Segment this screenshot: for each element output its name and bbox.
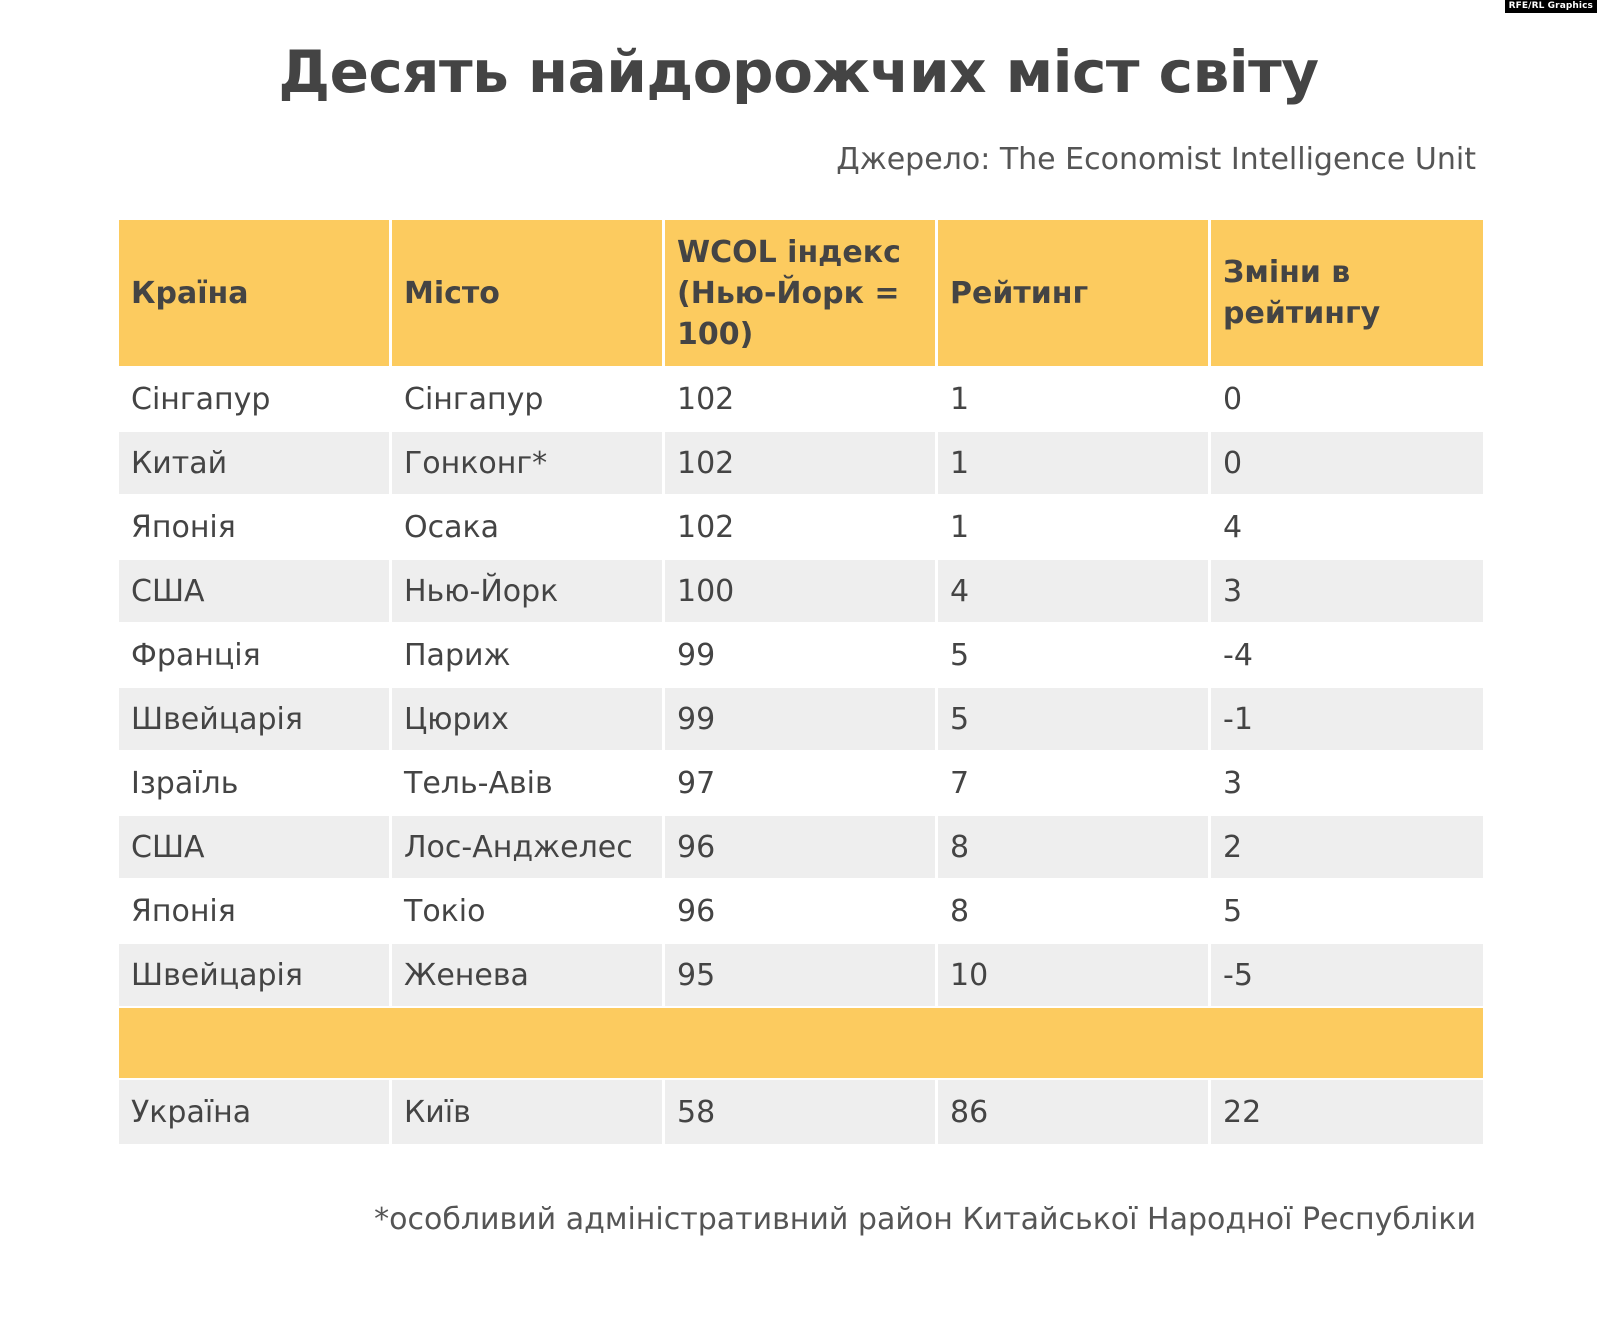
table-cell: Сінгапур <box>392 368 662 430</box>
table-cell: 4 <box>1211 496 1483 558</box>
table-cell: 97 <box>665 752 935 814</box>
table-cell: 8 <box>938 816 1208 878</box>
table-cell: 102 <box>665 496 935 558</box>
table-cell: 1 <box>938 496 1208 558</box>
table-cell: 99 <box>665 688 935 750</box>
table-cell: 3 <box>1211 560 1483 622</box>
table-cell: 8 <box>938 880 1208 942</box>
header-cell-wcol-index: WCOL індекс (Нью-Йорк = 100) <box>665 220 935 366</box>
table-body <box>119 368 1483 1006</box>
table-row <box>119 816 1483 878</box>
table-row <box>119 624 1483 686</box>
footnote: *особливий адміністративний район Китайської Народної Республіки <box>374 1202 1476 1237</box>
table-cell: Нью-Йорк <box>392 560 662 622</box>
table-cell: Сінгапур <box>119 368 389 430</box>
table-cell: Женева <box>392 944 662 1006</box>
table-cell: 102 <box>665 432 935 494</box>
table-row <box>119 880 1483 942</box>
table-cell: 99 <box>665 624 935 686</box>
table-cell: Цюрих <box>392 688 662 750</box>
table-cell: -4 <box>1211 624 1483 686</box>
table-cell: 22 <box>1211 1080 1483 1144</box>
table-row <box>119 752 1483 814</box>
table-cell: -1 <box>1211 688 1483 750</box>
table-cell: 2 <box>1211 816 1483 878</box>
table-cell: Гонконг* <box>392 432 662 494</box>
separator-band <box>119 1008 1483 1078</box>
table-cell: 96 <box>665 816 935 878</box>
table-row <box>119 368 1483 430</box>
table-row <box>119 944 1483 1006</box>
table-cell: Японія <box>119 496 389 558</box>
table-cell: 0 <box>1211 368 1483 430</box>
table-cell: Париж <box>392 624 662 686</box>
table-cell: 7 <box>938 752 1208 814</box>
table-cell: 0 <box>1211 432 1483 494</box>
table-cell: 5 <box>938 688 1208 750</box>
table-cell: 102 <box>665 368 935 430</box>
table-cell: Швейцарія <box>119 688 389 750</box>
table-row <box>119 688 1483 750</box>
table-cell: 4 <box>938 560 1208 622</box>
table-cell: Тель-Авів <box>392 752 662 814</box>
table-cell: 86 <box>938 1080 1208 1144</box>
header-cell-country: Країна <box>119 220 389 366</box>
table-cell: Осака <box>392 496 662 558</box>
header-cell-city: Місто <box>392 220 662 366</box>
table-header <box>119 220 1483 366</box>
table-cell: Київ <box>392 1080 662 1144</box>
table-cell: США <box>119 560 389 622</box>
table-cell: 5 <box>938 624 1208 686</box>
table-row <box>119 496 1483 558</box>
source-note: Джерело: The Economist Intelligence Unit <box>836 142 1476 177</box>
table-cell: Японія <box>119 880 389 942</box>
table-cell: Токіо <box>392 880 662 942</box>
table-cell: 5 <box>1211 880 1483 942</box>
table-row-ukraine <box>119 1080 1483 1144</box>
table-cell: 95 <box>665 944 935 1006</box>
table-row <box>119 560 1483 622</box>
header-cell-rank-change: Зміни в рейтингу <box>1211 220 1483 366</box>
table-cell: 96 <box>665 880 935 942</box>
table-cell: Франція <box>119 624 389 686</box>
table-cell: Лос-Анджелес <box>392 816 662 878</box>
table-cell: 1 <box>938 368 1208 430</box>
credit-badge: RFE/RL Graphics <box>1505 0 1597 13</box>
table-cell: США <box>119 816 389 878</box>
header-cell-rank: Рейтинг <box>938 220 1208 366</box>
table-cell: Китай <box>119 432 389 494</box>
table-cell: Ізраїль <box>119 752 389 814</box>
table-cell: 58 <box>665 1080 935 1144</box>
table-cell: Швейцарія <box>119 944 389 1006</box>
table-row <box>119 432 1483 494</box>
table-cell: 10 <box>938 944 1208 1006</box>
table-cell: 3 <box>1211 752 1483 814</box>
table-cell: 100 <box>665 560 935 622</box>
table-cell: 1 <box>938 432 1208 494</box>
table-cell: -5 <box>1211 944 1483 1006</box>
chart-title: Десять найдорожчих міст світу <box>278 38 1319 106</box>
table-cell: Україна <box>119 1080 389 1144</box>
data-table <box>119 220 1483 1146</box>
